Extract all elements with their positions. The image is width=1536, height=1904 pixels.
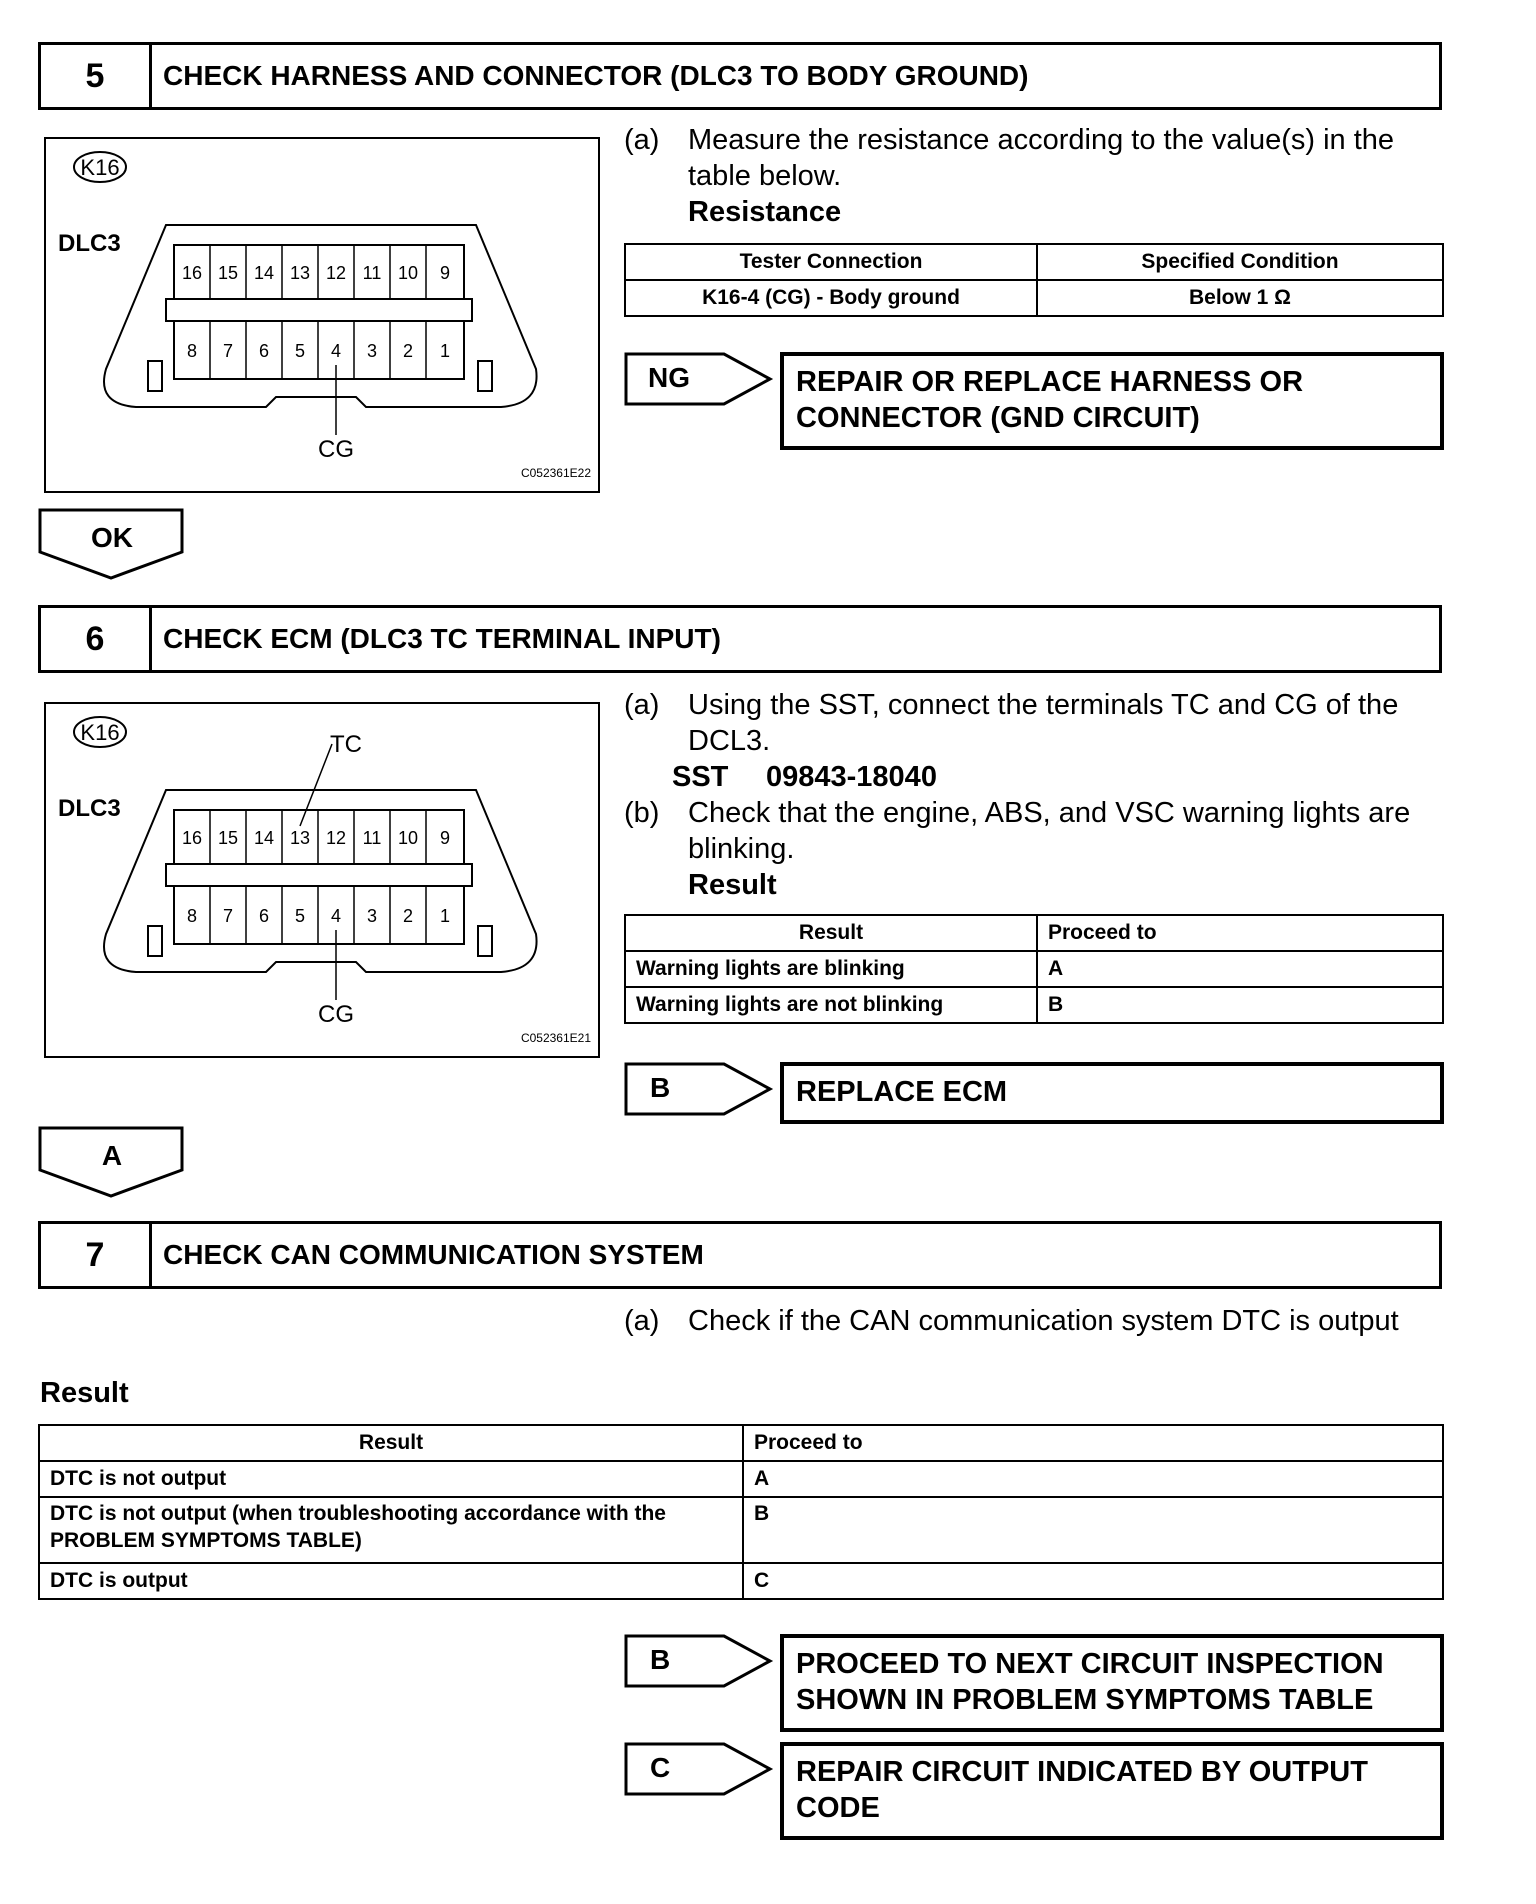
svg-text:12: 12 <box>325 263 347 283</box>
svg-text:1: 1 <box>439 906 451 926</box>
item-text-line2: DCL3. <box>688 725 771 757</box>
dlc3-label: DLC3 <box>58 230 121 257</box>
svg-text:13: 13 <box>289 828 311 848</box>
step7-title: CHECK CAN COMMUNICATION SYSTEM <box>163 1239 704 1270</box>
ok-label: OK <box>91 522 133 553</box>
result-line1: REPLACE ECM <box>796 1076 1008 1108</box>
svg-text:14: 14 <box>253 263 275 283</box>
ng-arrow <box>624 352 774 408</box>
svg-text:6: 6 <box>258 906 270 926</box>
table-cell <box>39 1497 743 1563</box>
step5-header <box>38 42 1442 110</box>
step7-b-result <box>780 1634 1444 1732</box>
cell-line1: DTC is not output (when troubleshooting accordance with the <box>50 1502 666 1525</box>
svg-text:11: 11 <box>362 828 382 848</box>
svg-text:2: 2 <box>402 341 414 361</box>
step7-table-title: Result <box>40 1377 129 1409</box>
dlc3-label: DLC3 <box>58 795 121 822</box>
c-branch-label: C <box>650 1752 671 1783</box>
result-line1: REPAIR OR REPLACE HARNESS OR <box>796 366 1304 398</box>
table-header: Proceed to <box>1037 915 1443 951</box>
step7-c-result <box>780 1742 1444 1840</box>
cg-label: CG <box>318 436 354 463</box>
svg-text:5: 5 <box>294 906 306 926</box>
table-header: Result <box>625 915 1037 951</box>
svg-text:11: 11 <box>362 263 382 283</box>
b-branch-label: B <box>650 1072 671 1103</box>
b-arrow <box>624 1062 774 1118</box>
item-label: (a) <box>624 689 660 721</box>
svg-text:14: 14 <box>253 828 275 848</box>
bottom-pin-row <box>174 321 464 379</box>
svg-text:3: 3 <box>366 341 378 361</box>
table-header: Result <box>39 1425 743 1461</box>
table-header: Proceed to <box>743 1425 1443 1461</box>
dlc3-connector-svg <box>46 139 598 491</box>
step6-b-result <box>780 1062 1444 1124</box>
item-text-line1: Using the SST, connect the terminals TC and CG of the <box>688 689 1399 721</box>
svg-text:5: 5 <box>294 341 306 361</box>
item-label: (a) <box>624 124 660 156</box>
svg-text:7: 7 <box>222 341 234 361</box>
svg-text:15: 15 <box>217 263 239 283</box>
connector-id-text: K16 <box>80 720 120 745</box>
table-row <box>39 1563 1443 1599</box>
item-label: (a) <box>624 1305 660 1337</box>
item-label-b: (b) <box>624 797 660 829</box>
item-text-line1: Measure the resistance according to the value(s) in the <box>688 124 1395 156</box>
step7-header <box>38 1221 1442 1289</box>
item-b-text-line1: Check that the engine, ABS, and VSC warning lights are <box>688 797 1411 829</box>
step5-resistance-table <box>624 243 1444 317</box>
svg-text:2: 2 <box>402 906 414 926</box>
cg-label: CG <box>318 1001 354 1028</box>
c-arrow <box>624 1742 774 1798</box>
tc-leader-line <box>300 744 332 826</box>
step6-result-table <box>624 914 1444 1024</box>
table-title: Result <box>688 869 777 901</box>
svg-text:8: 8 <box>186 906 198 926</box>
svg-text:10: 10 <box>397 263 419 283</box>
svg-text:8: 8 <box>186 341 198 361</box>
step5-dlc3-diagram <box>44 137 600 493</box>
svg-text:1: 1 <box>439 341 451 361</box>
table-row <box>625 987 1443 1023</box>
table-cell: DTC is output <box>39 1563 743 1599</box>
table-row <box>39 1461 1443 1497</box>
item-b-text-line2: blinking. <box>688 833 795 865</box>
sst-value: 09843-18040 <box>766 761 937 793</box>
table-title: Resistance <box>688 196 842 228</box>
table-cell: K16-4 (CG) - Body ground <box>625 280 1037 316</box>
svg-text:9: 9 <box>439 828 451 848</box>
step6-title: CHECK ECM (DLC3 TC TERMINAL INPUT) <box>163 623 721 654</box>
svg-text:10: 10 <box>397 828 419 848</box>
table-cell: B <box>1037 987 1443 1023</box>
table-cell: Warning lights are not blinking <box>625 987 1037 1023</box>
table-cell: B <box>743 1497 1443 1563</box>
result-line2: SHOWN IN PROBLEM SYMPTOMS TABLE <box>796 1684 1374 1716</box>
table-cell: Warning lights are blinking <box>625 951 1037 987</box>
table-header: Tester Connection <box>625 244 1037 280</box>
connector-id-text: K16 <box>80 155 120 180</box>
table-cell: Below 1 Ω <box>1037 280 1443 316</box>
figure-code: C052361E21 <box>520 1031 591 1045</box>
table-cell: DTC is not output <box>39 1461 743 1497</box>
svg-text:13: 13 <box>289 263 311 283</box>
svg-text:3: 3 <box>366 906 378 926</box>
result-line2: CODE <box>796 1792 880 1824</box>
figure-code: C052361E22 <box>520 466 591 480</box>
step5-title: CHECK HARNESS AND CONNECTOR (DLC3 TO BODY GROUND) <box>163 60 1029 91</box>
svg-text:16: 16 <box>181 828 203 848</box>
top-pin-row <box>166 245 472 321</box>
svg-text:6: 6 <box>258 341 270 361</box>
a-branch-label: A <box>101 1140 123 1171</box>
table-row <box>625 280 1443 316</box>
step6-header <box>38 605 1442 673</box>
svg-text:4: 4 <box>330 341 342 361</box>
dlc3-connector-svg <box>46 704 598 1056</box>
step6-number: 6 <box>41 608 152 670</box>
ng-label: NG <box>648 362 690 393</box>
table-cell: C <box>743 1563 1443 1599</box>
result-line1: REPAIR CIRCUIT INDICATED BY OUTPUT <box>796 1756 1368 1788</box>
svg-text:12: 12 <box>325 828 347 848</box>
table-cell: A <box>743 1461 1443 1497</box>
step6-dlc3-diagram <box>44 702 600 1058</box>
svg-text:7: 7 <box>222 906 234 926</box>
result-line2: CONNECTOR (GND CIRCUIT) <box>796 402 1200 434</box>
result-line1: PROCEED TO NEXT CIRCUIT INSPECTION <box>796 1648 1384 1680</box>
b-branch-label: B <box>650 1644 671 1675</box>
table-row <box>625 951 1443 987</box>
item-text: Check if the CAN communication system DTC is output <box>688 1305 1399 1337</box>
tc-label: TC <box>330 731 362 758</box>
table-cell: A <box>1037 951 1443 987</box>
sst-label: SST <box>672 761 729 793</box>
step5-number: 5 <box>41 45 152 107</box>
b-arrow <box>624 1634 774 1690</box>
table-header: Specified Condition <box>1037 244 1443 280</box>
table-row <box>39 1497 1443 1563</box>
svg-text:15: 15 <box>217 828 239 848</box>
step7-result-table <box>38 1424 1444 1600</box>
cell-line2: PROBLEM SYMPTOMS TABLE) <box>50 1529 362 1552</box>
step7-number: 7 <box>41 1224 152 1286</box>
item-text-line2: table below. <box>688 160 842 192</box>
step5-ng-result <box>780 352 1444 450</box>
svg-text:4: 4 <box>330 906 342 926</box>
svg-text:16: 16 <box>181 263 203 283</box>
svg-text:9: 9 <box>439 263 451 283</box>
